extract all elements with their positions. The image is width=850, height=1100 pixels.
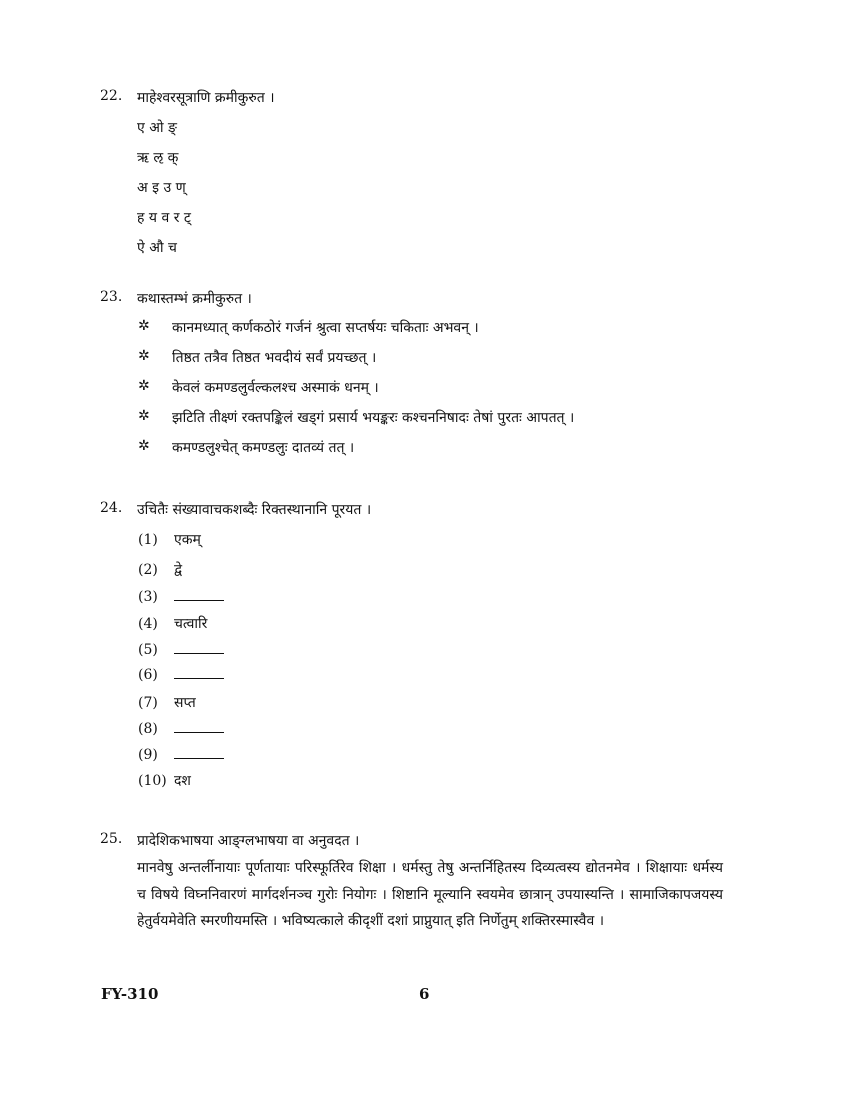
item-number: (8) [138, 721, 158, 737]
numeral-word: सप्त [174, 695, 196, 711]
answer-blank[interactable] [174, 588, 224, 601]
story-text: कानमध्यात् कर्णकठोरं गर्जनं श्रुत्वा सप्तर्षयः चकिताः अभवन् । [172, 320, 479, 336]
asterisk-icon: ✲ [138, 348, 150, 364]
question-text: माहेश्वरसूत्राणि क्रमीकुरुत । [137, 90, 275, 106]
item-number: (6) [138, 667, 158, 683]
numeral-item [138, 530, 201, 549]
list-item: ऐ औ च [137, 240, 177, 256]
numeral-item [138, 771, 191, 790]
numeral-word: चत्वारि [174, 616, 208, 632]
item-number: (10) [138, 773, 167, 789]
numeral-word: दश [174, 773, 191, 789]
asterisk-icon: ✲ [138, 408, 150, 424]
numeral-word: द्वे [174, 562, 183, 578]
list-item: अ इ उ ण् [137, 180, 186, 196]
numeral-item [138, 614, 207, 633]
numeral-item [138, 666, 224, 683]
numeral-item [138, 641, 224, 658]
question-number: 24. [100, 500, 123, 516]
numeral-item [138, 693, 196, 712]
question-text: प्रादेशिकभाषया आङ्ग्लभाषया वा अनुवदत । [137, 833, 360, 849]
list-item: ऋ ऌ क् [137, 150, 179, 166]
page-number: 6 [419, 985, 430, 1003]
question-number: 23. [100, 289, 123, 305]
item-number: (3) [138, 589, 158, 605]
story-text: झटिति तीक्ष्णं रक्तपङ्किलं खड्गं प्रसार्य भयङ्करः कश्चननिषादः तेषां पुरतः आपतत् । [172, 410, 575, 426]
asterisk-icon: ✲ [138, 318, 150, 334]
numeral-item [138, 720, 224, 737]
translation-paragraph: मानवेषु अन्तर्लीनायाः पूर्णतायाः परिस्फूर्तिरेव शिक्षा । धर्मस्तु तेषु अन्तर्निहितस्य दिव्यत्वस्य द्योतनमेव । शिक्षायाः धर्मस्य च विषये विघ्ननिवारणं मार्गदर्शनञ्च गुरोः नियोगः । शिष्टानि मूल्यानि स्वयमेव छात्रान् उपयास्यन्ति । सामाजिकापजयस्य हेतुर्वयमेवेति स्मरणीयमस्ति । भविष्यत्काले कीदृशीं दशां प्राप्नुयात् इति निर्णेतुम् शक्तिरस्मास्वैव । [137, 860, 723, 929]
answer-blank[interactable] [174, 666, 224, 679]
asterisk-icon: ✲ [138, 438, 150, 454]
question-text: कथास्तम्भं क्रमीकुरुत । [137, 291, 252, 307]
item-number: (9) [138, 747, 158, 763]
asterisk-icon: ✲ [138, 378, 150, 394]
question-number: 25. [100, 831, 123, 847]
numeral-item [138, 588, 224, 605]
story-text: कमण्डलुश्चेत् कमण्डलुः दातव्यं तत् । [172, 440, 355, 456]
question-number: 22. [100, 88, 123, 104]
item-number: (7) [138, 695, 158, 711]
item-number: (4) [138, 616, 158, 632]
story-text: तिष्ठत तत्रैव तिष्ठत भवदीयं सर्वं प्रयच्छत् । [172, 350, 377, 366]
numeral-item [138, 560, 182, 579]
item-number: (5) [138, 642, 158, 658]
list-item: ए ओ ङ् [137, 120, 177, 136]
item-number: (2) [138, 562, 158, 578]
answer-blank[interactable] [174, 746, 224, 759]
list-item: ह य व र ट् [137, 210, 191, 226]
question-text: उचितैः संख्यावाचकशब्दैः रिक्तस्थानानि पूरयत । [137, 502, 372, 518]
answer-blank[interactable] [174, 720, 224, 733]
numeral-word: एकम् [174, 532, 201, 548]
numeral-item [138, 746, 224, 763]
paper-code: FY-310 [101, 985, 159, 1003]
story-text: केवलं कमण्डलुर्वल्कलश्च अस्माकं धनम् । [172, 380, 379, 396]
answer-blank[interactable] [174, 641, 224, 654]
item-number: (1) [138, 532, 158, 548]
